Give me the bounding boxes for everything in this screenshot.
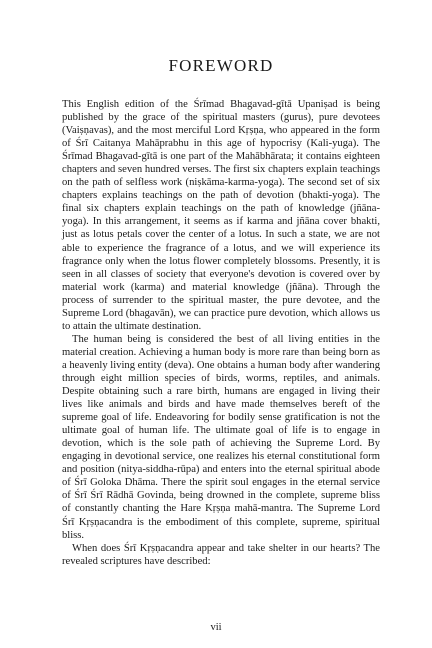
document-page <box>62 56 380 568</box>
page-number: vii <box>210 622 222 633</box>
paragraph-1: This English edition of the Śrīmad Bhagavad-gītā Upaniṣad is being published by the grace of the spiritual masters (gurus), pure devotees (Vaiṣṇavas), and the most merciful Lord Kṛṣṇa, who appeared in the form of Śrī Caitanya Mahāprabhu in this age of hypocrisy (Kali-yuga). The Śrīmad Bhagavad-gītā is one part of the Mahābhārata; it contains eighteen chapters and seven hundred verses. The first six chapters explain teachings on the path of selfless work (niṣkāma-karma-yoga). The second set of six chapters explains teachings on the path of devotion (bhakti-yoga). The final six chapters explain teachings on the path of knowledge (jñāna-yoga). In this arrangement, it seems as if karma and jñāna cover bhakti, just as lotus petals cover the center of a lotus. In such a state, we are not able to experience the fragrance of a lotus, and we will experience its fragrance only when the lotus flower completely blossoms. Presently, it is seen in all classes of society that everyone's devotion is covered over by material work (karma) and material knowledge (jñāna). Through the process of surrender to the spiritual master, the pure devotee, and the Supreme Lord (bhagavān), we can practice pure devotion, which allows us to attain the ultimate destination. <box>62 99 380 332</box>
page-title: FOREWORD <box>168 56 274 75</box>
paragraph-2: The human being is considered the best of all living entities in the material creation. Achieving a human body is more rare than being born as a heavenly living entity (deva). One obtains a human body after wandering through eight million species of birds, worms, reptiles, and animals. Despite obtaining such a rare birth, humans are engaged in living their lives like animals and birds and have made themselves bereft of the supreme goal of life. Endeavoring for bodily sense gratification is not the ultimate goal of human life. The ultimate goal of life is to engage in devotion, which is the sole path of achieving the Supreme Lord. By engaging in devotional service, one realizes his eternal constitutional form and position (nitya-siddha-rūpa) and enters into the eternal spiritual abode of Śrī Goloka Dhāma. There the spirit soul engages in the eternal service of Śrī Śrī Rādhā Govinda, being drowned in the complete, supreme bliss of constantly chanting the Hare Kṛṣṇa mahā-mantra. The Supreme Lord Śrī Kṛṣṇacandra is the embodiment of this complete, supreme, spiritual bliss. <box>62 333 380 541</box>
paragraph-3: When does Śrī Kṛṣṇacandra appear and take shelter in our hearts? The revealed scriptures have described: <box>62 542 380 567</box>
